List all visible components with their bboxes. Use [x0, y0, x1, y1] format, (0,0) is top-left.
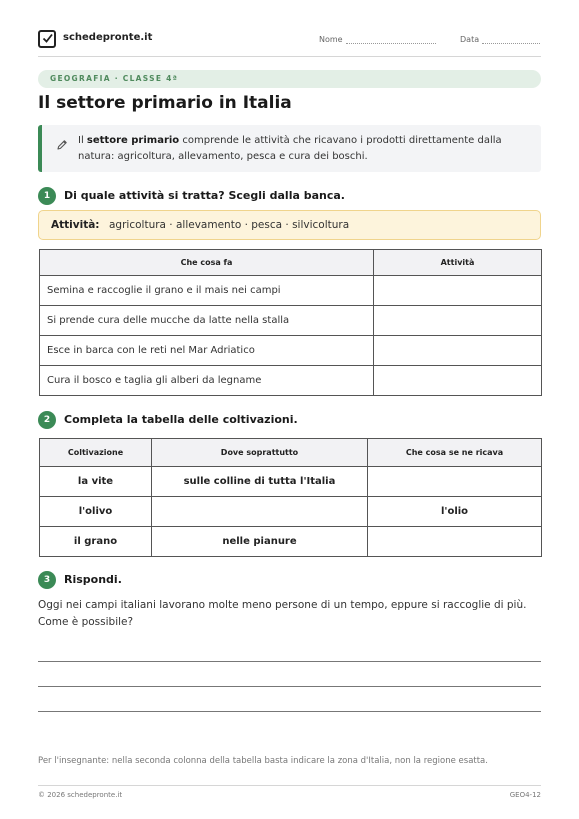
table-cell: sulle colline di tutta l'Italia — [152, 467, 368, 497]
column-header: Attività — [374, 250, 542, 276]
table-cell: il grano — [40, 527, 152, 557]
word-bank-items: agricoltura · allevamento · pesca · silvicoltura — [109, 219, 350, 231]
pencil-icon — [56, 136, 68, 155]
page-title: Il settore primario in Italia — [38, 93, 292, 113]
word-bank — [38, 210, 541, 240]
crops-table — [39, 438, 542, 557]
column-header: Coltivazione — [40, 439, 152, 467]
table-cell: Semina e raccoglie il grano e il mais nei campi — [40, 276, 374, 306]
info-box — [38, 125, 541, 172]
activity-table — [39, 249, 542, 396]
teacher-note: Per l'insegnante: nella seconda colonna della tabella basta indicare la zona d'Italia, non la regione esatta. — [38, 756, 488, 766]
word-bank-label: Attività: — [51, 219, 100, 231]
answer-cell[interactable] — [374, 366, 542, 396]
header-divider — [38, 56, 541, 57]
answer-cell[interactable] — [374, 306, 542, 336]
table-row — [40, 366, 542, 396]
worksheet-code: GEO4-12 — [509, 791, 541, 799]
table-row — [40, 276, 542, 306]
copyright: © 2026 schedepronte.it — [38, 791, 123, 799]
date-field[interactable]: Data — [460, 35, 540, 44]
table-cell: Cura il bosco e taglia gli alberi da legname — [40, 366, 374, 396]
subject-tag-label: GEOGRAFIA · CLASSE 4ª — [50, 74, 179, 83]
answer-line[interactable] — [38, 686, 541, 687]
answer-cell[interactable] — [152, 497, 368, 527]
site-name: schedepronte.it — [63, 32, 153, 43]
page-header — [38, 30, 541, 56]
column-header: Che cosa fa — [40, 250, 374, 276]
answer-line[interactable] — [38, 711, 541, 712]
table-row — [40, 467, 542, 497]
answer-cell[interactable] — [374, 336, 542, 366]
question-text: Completa la tabella delle coltivazioni. — [64, 413, 298, 426]
table-cell: l'olio — [368, 497, 542, 527]
column-header: Dove soprattutto — [152, 439, 368, 467]
table-row — [40, 527, 542, 557]
table-cell: Esce in barca con le reti nel Mar Adriatico — [40, 336, 374, 366]
answer-line[interactable] — [38, 661, 541, 662]
table-cell: l'olivo — [40, 497, 152, 527]
table-row — [40, 336, 542, 366]
column-header: Che cosa se ne ricava — [368, 439, 542, 467]
answer-cell[interactable] — [368, 527, 542, 557]
question-number-badge: 2 — [38, 411, 56, 429]
name-field[interactable]: Nome — [319, 35, 436, 44]
question-text: Di quale attività si tratta? Scegli dalla banca. — [64, 189, 345, 202]
info-text: Il settore primario comprende le attività che ricavano i prodotti direttamente dalla natura: agricoltura, allevamento, pesca e cura dei boschi. — [78, 135, 502, 162]
open-question-text: Oggi nei campi italiani lavorano molte meno persone di un tempo, eppure si raccoglie di più. Come è possibile? — [38, 599, 527, 628]
table-cell: la vite — [40, 467, 152, 497]
answer-cell[interactable] — [374, 276, 542, 306]
subject-tag — [38, 70, 541, 88]
footer-divider — [38, 785, 541, 786]
table-row — [40, 306, 542, 336]
checkbox-logo-icon — [38, 30, 56, 48]
question-text: Rispondi. — [64, 573, 122, 586]
table-cell: nelle pianure — [152, 527, 368, 557]
question-number-badge: 3 — [38, 571, 56, 589]
table-row — [40, 497, 542, 527]
answer-cell[interactable] — [368, 467, 542, 497]
table-cell: Si prende cura delle mucche da latte nella stalla — [40, 306, 374, 336]
question-number-badge: 1 — [38, 187, 56, 205]
